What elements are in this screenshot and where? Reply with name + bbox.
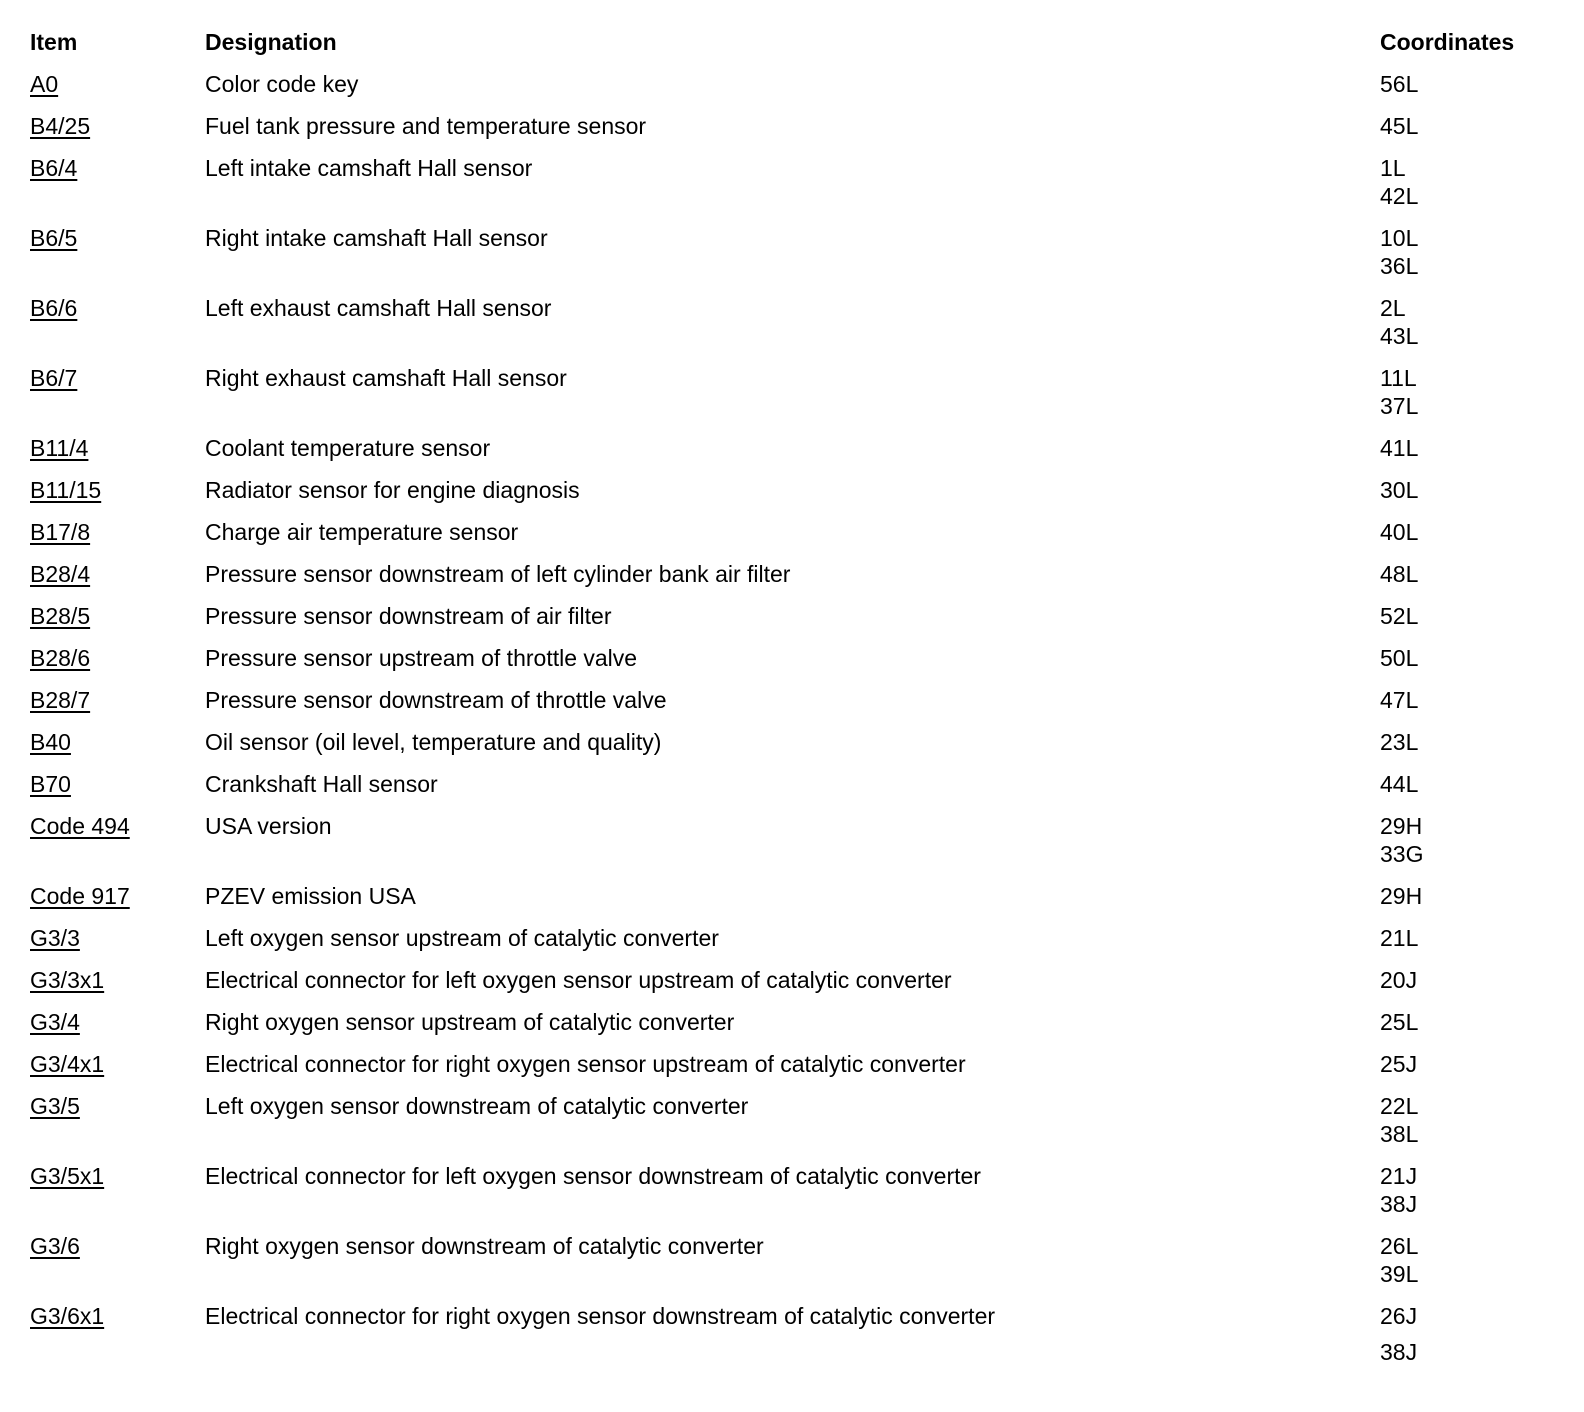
table-row bbox=[30, 770, 1560, 812]
coordinate-value: 37L bbox=[1380, 393, 1419, 419]
designation-cell: Pressure sensor downstream of left cylinder bank air filter bbox=[205, 561, 791, 587]
coordinate-value: 50L bbox=[1380, 645, 1419, 671]
coordinate-value: 29H bbox=[1380, 813, 1423, 839]
designation-cell: Charge air temperature sensor bbox=[205, 519, 519, 545]
item-cell bbox=[30, 70, 205, 98]
coordinates-cell bbox=[1380, 728, 1560, 756]
table-row bbox=[30, 154, 1560, 224]
coordinates-cell bbox=[1380, 70, 1560, 98]
coordinate-value: 10L bbox=[1380, 225, 1419, 251]
table-row bbox=[30, 560, 1560, 602]
coordinates-cell bbox=[1380, 476, 1560, 504]
designation-cell: PZEV emission USA bbox=[205, 883, 416, 909]
coordinate-value: 45L bbox=[1380, 113, 1419, 139]
designation-cell: Right exhaust camshaft Hall sensor bbox=[205, 365, 567, 391]
table-row bbox=[30, 602, 1560, 644]
designation-cell: Left exhaust camshaft Hall sensor bbox=[205, 295, 552, 321]
coordinates-cell bbox=[1380, 154, 1560, 210]
designation-cell: Pressure sensor downstream of air filter bbox=[205, 603, 612, 629]
item-cell bbox=[30, 644, 205, 672]
coordinate-value: 41L bbox=[1380, 435, 1419, 461]
coordinates-cell bbox=[1380, 644, 1560, 672]
coordinate-value: 2L bbox=[1380, 295, 1406, 321]
item-cell bbox=[30, 434, 205, 462]
table-row bbox=[30, 882, 1560, 924]
coordinate-value: 11L bbox=[1380, 365, 1417, 391]
item-link[interactable]: G3/4 bbox=[30, 1009, 80, 1035]
item-link[interactable]: G3/6 bbox=[30, 1233, 80, 1259]
coordinates-cell bbox=[1380, 1050, 1560, 1078]
designation-cell: Pressure sensor downstream of throttle valve bbox=[205, 687, 667, 713]
coordinate-value: 42L bbox=[1380, 183, 1419, 209]
coordinate-value: 47L bbox=[1380, 687, 1419, 713]
coordinates-cell bbox=[1380, 924, 1560, 952]
item-link[interactable]: B28/5 bbox=[30, 603, 91, 629]
coordinate-value: 30L bbox=[1380, 477, 1419, 503]
coordinate-value: 33G bbox=[1380, 841, 1424, 867]
table-row bbox=[30, 1050, 1560, 1092]
item-cell bbox=[30, 1232, 205, 1260]
designation-cell: Electrical connector for right oxygen sensor upstream of catalytic converter bbox=[205, 1051, 966, 1077]
designation-cell: Radiator sensor for engine diagnosis bbox=[205, 477, 580, 503]
coordinate-value: 52L bbox=[1380, 603, 1419, 629]
table-row bbox=[30, 966, 1560, 1008]
item-cell bbox=[30, 924, 205, 952]
coordinate-value: 23L bbox=[1380, 729, 1419, 755]
table-row bbox=[30, 224, 1560, 294]
coordinate-value: 44L bbox=[1380, 771, 1419, 797]
item-link[interactable]: B28/4 bbox=[30, 561, 91, 587]
designation-column-header: Designation bbox=[205, 29, 337, 55]
item-link[interactable]: B6/4 bbox=[30, 155, 78, 181]
item-cell bbox=[30, 476, 205, 504]
coordinates-cell bbox=[1380, 686, 1560, 714]
item-cell bbox=[30, 1050, 205, 1078]
coordinate-value: 38J bbox=[1380, 1339, 1418, 1365]
item-cell bbox=[30, 294, 205, 322]
item-cell bbox=[30, 686, 205, 714]
table-row bbox=[30, 70, 1560, 112]
item-link[interactable]: A0 bbox=[30, 71, 59, 97]
coordinate-value: 25J bbox=[1380, 1051, 1418, 1077]
coordinates-cell bbox=[1380, 112, 1560, 140]
item-cell bbox=[30, 812, 205, 840]
item-cell bbox=[30, 112, 205, 140]
item-link[interactable]: G3/4x1 bbox=[30, 1051, 105, 1077]
item-cell bbox=[30, 518, 205, 546]
item-link[interactable]: Code 917 bbox=[30, 883, 130, 909]
coordinate-value: 39L bbox=[1380, 1261, 1419, 1287]
coordinate-value: 38J bbox=[1380, 1191, 1418, 1217]
item-link[interactable]: B11/4 bbox=[30, 435, 89, 461]
item-cell bbox=[30, 1008, 205, 1036]
table-row bbox=[30, 686, 1560, 728]
table-row bbox=[30, 294, 1560, 364]
item-link[interactable]: B17/8 bbox=[30, 519, 91, 545]
table-row bbox=[30, 364, 1560, 434]
item-link[interactable]: B6/5 bbox=[30, 225, 78, 251]
coordinate-value: 38L bbox=[1380, 1121, 1419, 1147]
table-row bbox=[30, 434, 1560, 476]
designation-cell: Right intake camshaft Hall sensor bbox=[205, 225, 548, 251]
coordinate-value: 48L bbox=[1380, 561, 1419, 587]
item-link[interactable]: B70 bbox=[30, 771, 71, 797]
coordinates-cell bbox=[1380, 560, 1560, 588]
item-column-header: Item bbox=[30, 29, 78, 55]
item-link[interactable]: Code 494 bbox=[30, 813, 130, 839]
item-link[interactable]: G3/5 bbox=[30, 1093, 80, 1119]
coordinates-cell bbox=[1380, 364, 1560, 420]
item-cell bbox=[30, 728, 205, 756]
coordinates-cell bbox=[1380, 1008, 1560, 1036]
item-cell bbox=[30, 770, 205, 798]
coordinate-value: 29H bbox=[1380, 883, 1423, 909]
designation-cell: Fuel tank pressure and temperature sensor bbox=[205, 113, 647, 139]
coordinates-cell bbox=[1380, 812, 1560, 868]
designation-cell: Left oxygen sensor upstream of catalytic converter bbox=[205, 925, 719, 951]
coordinates-column-header: Coordinates bbox=[1380, 29, 1515, 55]
designation-cell: Crankshaft Hall sensor bbox=[205, 771, 438, 797]
coordinate-value: 26L bbox=[1380, 1233, 1419, 1259]
coordinate-value: 22L bbox=[1380, 1093, 1419, 1119]
designation-cell: Electrical connector for left oxygen sensor upstream of catalytic converter bbox=[205, 967, 952, 993]
designation-cell: Pressure sensor upstream of throttle valve bbox=[205, 645, 638, 671]
coordinates-cell bbox=[1380, 770, 1560, 798]
table-row bbox=[30, 924, 1560, 966]
designation-cell: USA version bbox=[205, 813, 332, 839]
designation-cell: Right oxygen sensor downstream of catalytic converter bbox=[205, 1233, 764, 1259]
table-row bbox=[30, 1232, 1560, 1302]
designation-cell: Electrical connector for left oxygen sensor downstream of catalytic converter bbox=[205, 1163, 981, 1189]
coordinate-value: 21L bbox=[1380, 925, 1419, 951]
coordinates-cell bbox=[1380, 434, 1560, 462]
item-cell bbox=[30, 602, 205, 630]
table-row bbox=[30, 1008, 1560, 1050]
item-link[interactable]: G3/3x1 bbox=[30, 967, 105, 993]
table-body bbox=[30, 70, 1560, 1380]
item-cell bbox=[30, 154, 205, 182]
table-header-row bbox=[30, 28, 1560, 70]
coordinate-value: 56L bbox=[1380, 71, 1419, 97]
item-link[interactable]: B11/15 bbox=[30, 477, 102, 503]
coordinates-cell bbox=[1380, 1092, 1560, 1148]
designation-cell: Oil sensor (oil level, temperature and quality) bbox=[205, 729, 662, 755]
item-cell bbox=[30, 364, 205, 392]
coordinates-cell bbox=[1380, 1162, 1560, 1218]
table-row bbox=[30, 476, 1560, 518]
item-link[interactable]: G3/5x1 bbox=[30, 1163, 105, 1189]
item-link[interactable]: B28/6 bbox=[30, 645, 91, 671]
coordinate-value: 43L bbox=[1380, 323, 1419, 349]
table-row bbox=[30, 812, 1560, 882]
coordinate-value: 21J bbox=[1380, 1163, 1418, 1189]
designation-cell: Color code key bbox=[205, 71, 359, 97]
item-cell bbox=[30, 1092, 205, 1120]
table-row bbox=[30, 1302, 1560, 1380]
designation-cell: Electrical connector for right oxygen sensor downstream of catalytic converter bbox=[205, 1303, 996, 1329]
component-legend-table bbox=[30, 28, 1560, 1380]
coordinates-cell bbox=[1380, 602, 1560, 630]
item-link[interactable]: B28/7 bbox=[30, 687, 91, 713]
item-link[interactable]: G3/3 bbox=[30, 925, 80, 951]
item-link[interactable]: B6/6 bbox=[30, 295, 78, 321]
designation-cell: Coolant temperature sensor bbox=[205, 435, 491, 461]
item-cell bbox=[30, 560, 205, 588]
item-cell bbox=[30, 966, 205, 994]
designation-cell: Left oxygen sensor downstream of catalytic converter bbox=[205, 1093, 749, 1119]
table-row bbox=[30, 1092, 1560, 1162]
designation-cell: Right oxygen sensor upstream of catalytic converter bbox=[205, 1009, 735, 1035]
item-cell bbox=[30, 882, 205, 910]
table-row bbox=[30, 1162, 1560, 1232]
table-row bbox=[30, 644, 1560, 686]
coordinate-value: 20J bbox=[1380, 967, 1418, 993]
item-link[interactable]: B40 bbox=[30, 729, 71, 755]
item-link[interactable]: B6/7 bbox=[30, 365, 78, 391]
coordinates-cell bbox=[1380, 1232, 1560, 1288]
coordinate-value: 40L bbox=[1380, 519, 1419, 545]
coordinate-value: 1L bbox=[1380, 155, 1406, 181]
item-cell bbox=[30, 224, 205, 252]
coordinates-cell bbox=[1380, 1302, 1560, 1366]
table-row bbox=[30, 112, 1560, 154]
coordinate-value: 25L bbox=[1380, 1009, 1419, 1035]
coordinates-cell bbox=[1380, 224, 1560, 280]
coordinates-cell bbox=[1380, 294, 1560, 350]
coordinates-cell bbox=[1380, 966, 1560, 994]
designation-cell: Left intake camshaft Hall sensor bbox=[205, 155, 533, 181]
table-row bbox=[30, 518, 1560, 560]
coordinates-cell bbox=[1380, 882, 1560, 910]
coordinates-cell bbox=[1380, 518, 1560, 546]
item-cell bbox=[30, 1162, 205, 1190]
table-row bbox=[30, 728, 1560, 770]
item-link[interactable]: G3/6x1 bbox=[30, 1303, 105, 1329]
coordinate-value: 26J bbox=[1380, 1303, 1418, 1329]
item-link[interactable]: B4/25 bbox=[30, 113, 91, 139]
item-cell bbox=[30, 1302, 205, 1330]
coordinate-value: 36L bbox=[1380, 253, 1419, 279]
